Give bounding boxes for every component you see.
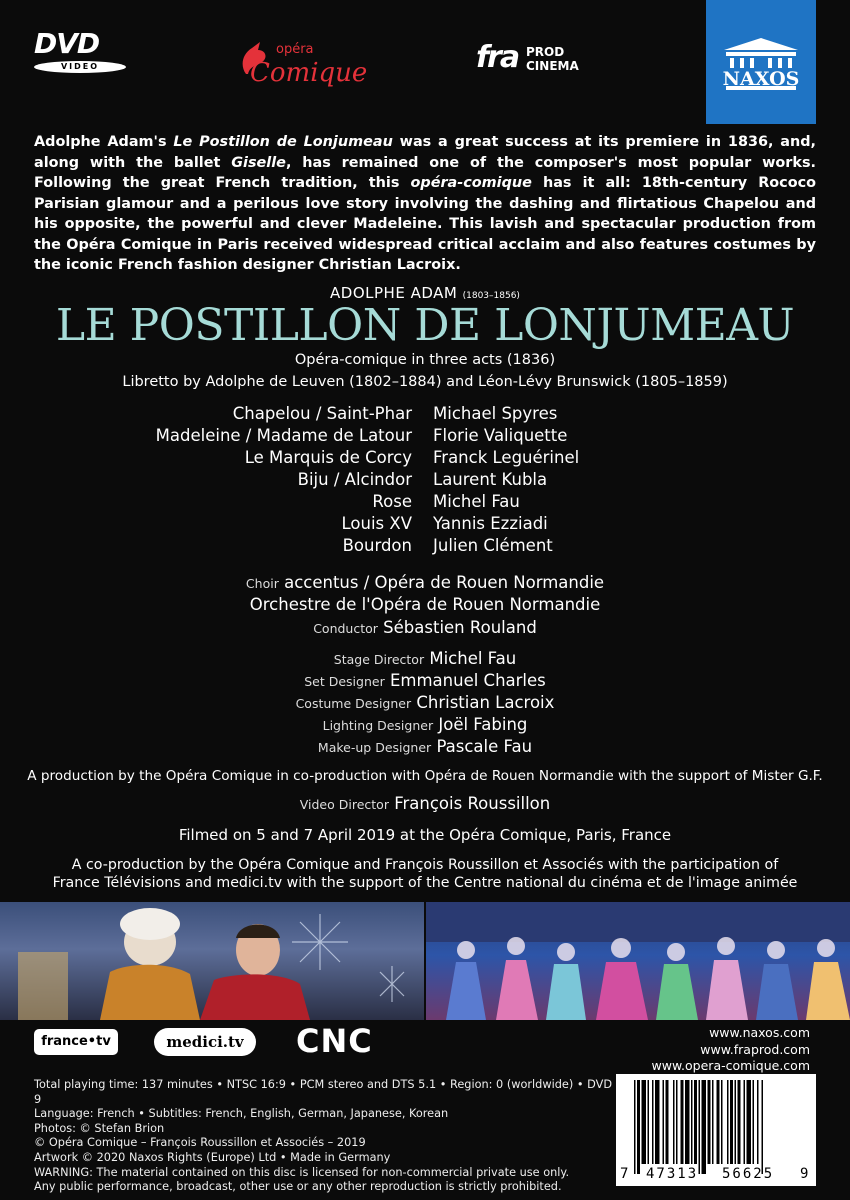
dvd-logo-sub: VIDEO (34, 61, 126, 73)
cast-singer: Yannis Ezziadi (433, 514, 548, 533)
libretto-line: Libretto by Adolphe de Leuven (1802–1884) and Léon-Lévy Brunswick (1805–1859) (122, 374, 728, 390)
cast-role: Louis XV (341, 514, 412, 533)
cast-role: Biju / Alcindor (297, 470, 412, 489)
small-print (34, 1078, 614, 1195)
cast-row (0, 492, 850, 514)
crew-credit (0, 671, 850, 690)
choir-name: accentus / Opéra de Rouen Normandie (284, 573, 605, 592)
barcode-right-digits: 56625 (722, 1166, 775, 1182)
crew-credit (0, 693, 850, 712)
cast-role: Chapelou / Saint-Phar (232, 404, 412, 423)
crew-label: Costume Designer (295, 696, 412, 711)
production-photo-duo (0, 902, 424, 1020)
intro-paragraph (34, 132, 816, 276)
barcode (616, 1074, 816, 1186)
fra-logo-line1: PROD (526, 45, 565, 59)
small-print-line: Language: French • Subtitles: French, English, German, Japanese, Korean (34, 1107, 449, 1121)
production-note: A production by the Opéra Comique in co-production with Opéra de Rouen Normandie with the support of Mister G.F. (27, 768, 823, 784)
production-photos (0, 902, 850, 1020)
small-print-line: © Opéra Comique – François Roussillon et Associés – 2019 (34, 1136, 366, 1150)
video-director-credit (0, 794, 850, 813)
crew-name: Joël Fabing (438, 715, 528, 734)
cast-singer: Julien Clément (433, 536, 553, 555)
small-print-line: WARNING: The material contained on this disc is licensed for non-commercial private use only. (34, 1165, 570, 1179)
cast-row (0, 448, 850, 470)
cast-row (0, 426, 850, 448)
conductor-credit (0, 618, 850, 637)
cast-role: Rose (372, 492, 412, 511)
filmed-note: Filmed on 5 and 7 April 2019 at the Opéra Comique, Paris, France (178, 826, 672, 844)
crew-name: Pascale Fau (436, 737, 533, 756)
composer-years: (1803–1856) (462, 291, 520, 301)
intro-giselle: Giselle (231, 154, 286, 171)
crew-name: Emmanuel Charles (389, 671, 546, 690)
cast-role: Madeleine / Madame de Latour (155, 426, 412, 445)
video-director-name: François Roussillon (394, 794, 551, 813)
small-print-line: Total playing time: 137 minutes • NTSC 16:9 • PCM stereo and DTS 5.1 • Region: 0 (worldwide) • DVD 9 (34, 1078, 613, 1106)
url-naxos[interactable]: www.naxos.com (709, 1025, 810, 1040)
fra-logo-line2: CINEMA (526, 59, 579, 73)
medici-tv-logo: medici.tv (154, 1028, 256, 1056)
naxos-logo-text: NAXOS (722, 68, 800, 90)
fra-prod-cinema-logo (476, 40, 616, 80)
intro-text-2: was a great success at its premiere in 1836, and, along with the ballet (34, 134, 816, 171)
barcode-first-digit: 7 (620, 1166, 629, 1182)
intro-text-1: Adolphe Adam's (34, 134, 174, 150)
opera-comique-logo (230, 30, 380, 90)
orchestra-credit: Orchestre de l'Opéra de Rouen Normandie (249, 595, 601, 614)
crew-label: Set Designer (304, 674, 385, 689)
france-tv-logo: france•tv (34, 1029, 118, 1055)
conductor-label: Conductor (313, 621, 378, 636)
small-print-line: Artwork © 2020 Naxos Rights (Europe) Ltd • Made in Germany (34, 1150, 391, 1164)
intro-text-3: , has remained one of the composer's most popular works. Following the great French tradition, this (34, 154, 816, 191)
crew-label: Lighting Designer (322, 718, 434, 733)
crew-label: Stage Director (333, 652, 425, 667)
cast-singer: Michael Spyres (433, 404, 558, 423)
small-print-line: Any public performance, broadcast, other use or any other reproduction is strictly prohibited. (34, 1180, 562, 1194)
intro-text-4: has it all: 18th-century Rococo Parisian glamour and a perilous love story involving the dashing and flirtatious Chapelou and his opposite, the powerful and clever Madeleine. This lavish and spectacular production from the Opéra Comique in Paris received widespread critical acclaim and also features costumes by the iconic French fashion designer Christian Lacroix. (34, 175, 816, 273)
production-photo-ensemble (426, 902, 850, 1020)
opera-logo-small: opéra (276, 42, 314, 57)
url-fraprod[interactable]: www.fraprod.com (700, 1041, 810, 1057)
cast-singer: Franck Leguérinel (433, 448, 580, 467)
website-list (620, 1025, 810, 1075)
crew-credit (0, 715, 850, 734)
fra-logo-mark: fra (476, 40, 519, 75)
barcode-left-digits: 47313 (646, 1166, 699, 1182)
crew-label: Make-up Designer (317, 740, 432, 755)
intro-work-title: Le Postillon de Lonjumeau (173, 134, 393, 150)
cast-row (0, 536, 850, 558)
crew-credit (0, 649, 850, 668)
url-opera-comique[interactable]: www.opera-comique.com (651, 1058, 810, 1073)
intro-opera-comique: opéra-comique (410, 175, 532, 191)
crew-credit (0, 737, 850, 756)
crew-name: Christian Lacroix (416, 693, 555, 712)
cast-role: Bourdon (342, 536, 412, 555)
cast-singer: Michel Fau (433, 492, 520, 511)
choir-credit (0, 573, 850, 592)
small-print-line: Photos: © Stefan Brion (34, 1121, 165, 1135)
opera-logo-script: Comique (250, 58, 368, 88)
coproduction-line-2: France Télévisions and medici.tv with the support of the Centre national du cinéma et de l'image animée (52, 875, 798, 891)
cast-row (0, 514, 850, 536)
cast-row (0, 470, 850, 492)
cast-singer: Florie Valiquette (433, 426, 568, 445)
cast-singer: Laurent Kubla (433, 470, 548, 489)
coproduction-line-1: A co-production by the Opéra Comique and François Roussillon et Associés with the participation of (71, 857, 779, 873)
naxos-logo (706, 0, 816, 124)
cnc-logo: CNC (296, 1022, 373, 1060)
conductor-name: Sébastien Rouland (383, 618, 537, 637)
crew-name: Michel Fau (429, 649, 517, 668)
cast-row (0, 404, 850, 426)
work-title: LE POSTILLON DE LONJUMEAU (55, 300, 795, 351)
dvd-logo-text: DVD (34, 27, 100, 60)
choir-label: Choir (245, 576, 279, 591)
video-director-label: Video Director (299, 797, 389, 812)
cast-role: Le Marquis de Corcy (244, 448, 412, 467)
barcode-last-digit: 9 (800, 1166, 809, 1182)
dvd-video-logo (34, 27, 134, 78)
work-subtitle: Opéra-comique in three acts (1836) (294, 352, 556, 368)
composer-name: ADOLPHE ADAM (330, 284, 458, 302)
